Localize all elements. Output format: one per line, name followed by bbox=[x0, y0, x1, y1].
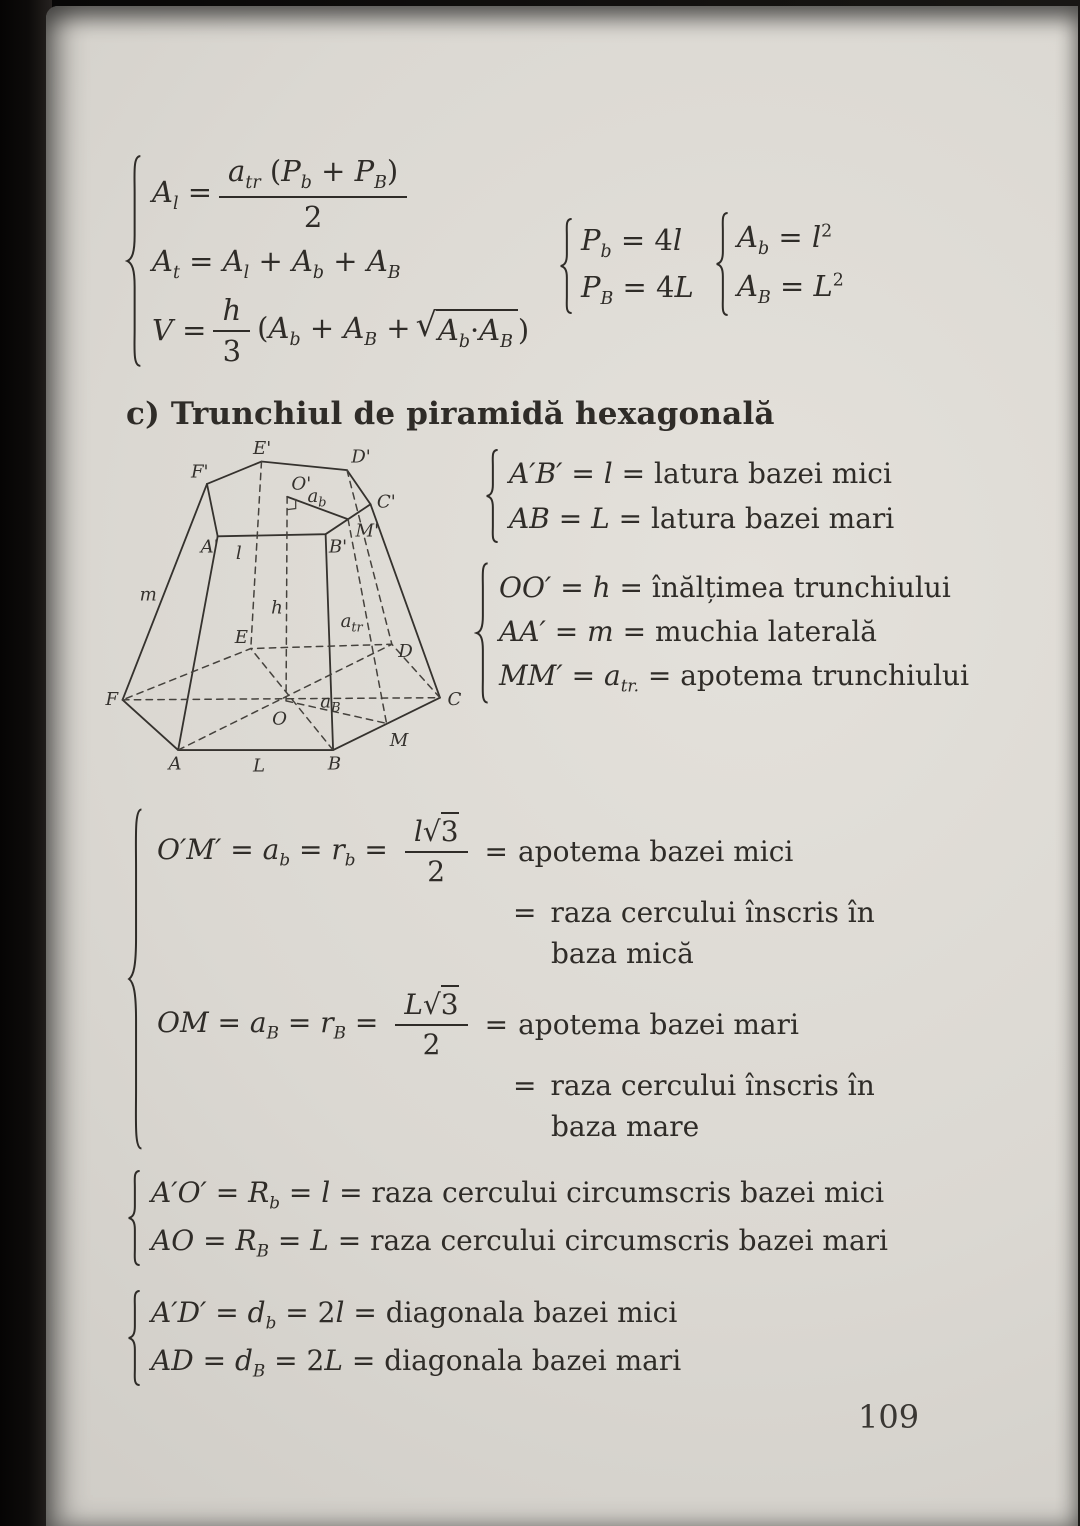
circumradius-block bbox=[126, 1170, 888, 1266]
continuation-row bbox=[513, 1069, 875, 1102]
math-token: = bbox=[571, 457, 595, 490]
math-token: = bbox=[288, 1175, 313, 1209]
definition-text: baza mică bbox=[551, 937, 694, 970]
label-M: M bbox=[389, 729, 409, 751]
right-angle-mark bbox=[287, 499, 296, 510]
math-token: b bbox=[757, 239, 770, 259]
radical-icon: √ bbox=[422, 815, 441, 848]
label-A: A bbox=[168, 753, 182, 775]
math-token: tr. bbox=[620, 675, 639, 696]
math-token: a bbox=[228, 154, 246, 189]
formula-lateral-area bbox=[152, 154, 529, 234]
definition-text: raza cercului înscris în bbox=[550, 1069, 875, 1102]
diagonal-block bbox=[126, 1290, 681, 1386]
math-token: AD bbox=[151, 1343, 194, 1377]
math-token: = bbox=[189, 244, 214, 278]
math-token: A bbox=[366, 244, 388, 278]
math-token: B bbox=[600, 288, 614, 309]
label-apothem-large: $a_B$ bbox=[320, 691, 341, 716]
math-token: b bbox=[269, 1192, 281, 1213]
system-area-volume bbox=[124, 154, 529, 368]
math-token: = 4 bbox=[622, 270, 675, 304]
base-area-group bbox=[714, 212, 844, 316]
math-token: 2 bbox=[832, 270, 844, 291]
math-token: B bbox=[252, 1360, 266, 1381]
math-token: b bbox=[279, 849, 291, 870]
legend-row bbox=[509, 457, 894, 490]
diagonal-row bbox=[151, 1296, 681, 1333]
fraction bbox=[395, 988, 467, 1061]
math-token: = bbox=[554, 614, 579, 648]
math-token: L bbox=[591, 502, 610, 535]
math-token: h bbox=[213, 293, 250, 332]
math-token: = bbox=[354, 1006, 379, 1040]
formula-area-large-base bbox=[737, 269, 844, 308]
radical-icon: √ bbox=[422, 988, 441, 1021]
apothem-small-base-row bbox=[157, 815, 875, 888]
math-token: = bbox=[618, 502, 643, 535]
math-token: = bbox=[622, 614, 647, 648]
definition-text: apotema trunchiului bbox=[680, 658, 970, 692]
legend-row bbox=[499, 659, 969, 696]
math-token: a bbox=[249, 1006, 267, 1040]
math-token: r bbox=[320, 1006, 334, 1040]
legend-row bbox=[499, 615, 969, 648]
page-number: 109 bbox=[858, 1398, 920, 1436]
math-token: = bbox=[287, 1006, 312, 1040]
math-token: = bbox=[647, 658, 672, 692]
label-F: F bbox=[105, 689, 119, 711]
math-token: A bbox=[737, 220, 758, 255]
math-token: = bbox=[571, 658, 596, 692]
math-token: + bbox=[333, 244, 358, 278]
label-A-prime: A' bbox=[200, 536, 219, 558]
formula-area-small-base bbox=[737, 220, 844, 259]
math-token: = bbox=[339, 1175, 363, 1209]
label-h: h bbox=[271, 597, 283, 619]
math-token bbox=[152, 244, 401, 283]
math-token: 3 bbox=[441, 812, 459, 848]
math-token: = bbox=[230, 833, 254, 867]
math-token: B bbox=[256, 1240, 269, 1261]
math-token: R bbox=[235, 1223, 257, 1257]
label-O-prime: O' bbox=[291, 473, 312, 495]
left-brace bbox=[484, 449, 499, 543]
book-binding-shadow bbox=[0, 0, 52, 1526]
math-token: tr bbox=[245, 173, 261, 193]
math-token: R bbox=[248, 1175, 270, 1209]
math-token: ( bbox=[269, 154, 282, 189]
math-token: B bbox=[757, 287, 771, 308]
continuation-row bbox=[513, 896, 875, 929]
left-brace bbox=[126, 1290, 141, 1386]
fraction bbox=[213, 293, 250, 368]
math-token: P bbox=[581, 223, 601, 258]
math-token: B bbox=[374, 173, 387, 193]
math-token: ( bbox=[257, 310, 269, 345]
math-token: = bbox=[217, 1006, 241, 1040]
definition-text: latura bazei mari bbox=[650, 502, 895, 535]
math-token bbox=[157, 833, 388, 870]
math-token: = bbox=[353, 1295, 377, 1329]
math-token: l bbox=[335, 1295, 345, 1329]
math-token: + bbox=[386, 310, 411, 345]
formula-perimeter-large bbox=[581, 270, 694, 309]
math-token: B bbox=[333, 1022, 346, 1043]
math-token: l bbox=[603, 457, 613, 490]
math-token: V bbox=[152, 313, 173, 348]
math-token: 2 bbox=[422, 1028, 441, 1061]
math-token: ) bbox=[386, 154, 399, 189]
definition-text: diagonala bazei mici bbox=[385, 1295, 678, 1329]
math-token: · bbox=[469, 312, 480, 347]
math-token: L bbox=[674, 270, 694, 304]
definition-text: diagonala bazei mari bbox=[384, 1343, 682, 1377]
math-token: l bbox=[172, 193, 179, 214]
math-token: AO bbox=[151, 1223, 195, 1257]
math-token: L bbox=[813, 269, 833, 303]
math-token: b bbox=[344, 849, 356, 870]
math-token: B bbox=[266, 1022, 279, 1043]
math-token: t bbox=[172, 262, 180, 283]
math-token: b bbox=[265, 1312, 277, 1333]
label-O: O bbox=[272, 708, 288, 730]
definition-text: înălțimea trunchiului bbox=[651, 570, 951, 604]
fraction bbox=[405, 815, 468, 888]
label-D-prime: D' bbox=[351, 446, 371, 468]
math-token: P bbox=[581, 270, 601, 304]
math-token: + bbox=[258, 244, 283, 278]
label-C: C bbox=[447, 689, 462, 711]
math-token: 2 bbox=[427, 855, 446, 888]
math-token: P bbox=[354, 154, 375, 189]
label-apothem-trunk: $a_{tr}$ bbox=[340, 611, 363, 636]
left-brace bbox=[124, 154, 142, 368]
left-brace bbox=[558, 218, 573, 314]
definition-text: raza cercului circumscris bazei mici bbox=[371, 1175, 885, 1209]
label-B-prime: B' bbox=[328, 536, 348, 558]
formula-total-area bbox=[152, 244, 529, 283]
label-m: m bbox=[139, 584, 157, 606]
math-token: = bbox=[513, 896, 537, 929]
math-token: 2 bbox=[303, 200, 323, 234]
label-M-prime: M' bbox=[355, 520, 380, 542]
math-token: = bbox=[621, 457, 646, 490]
math-token: = bbox=[484, 1008, 509, 1041]
left-brace bbox=[126, 1170, 141, 1266]
perimeter-group bbox=[558, 218, 694, 314]
math-token: l bbox=[413, 815, 423, 848]
math-token: b bbox=[600, 242, 612, 262]
definition-text: muchia laterală bbox=[654, 614, 877, 648]
math-token: = bbox=[558, 502, 583, 535]
math-token: l bbox=[672, 223, 683, 258]
math-token: 3 bbox=[222, 333, 242, 368]
math-token bbox=[405, 815, 468, 853]
math-token: = bbox=[215, 1295, 239, 1329]
math-token: B bbox=[364, 329, 378, 350]
math-token: h bbox=[592, 570, 611, 604]
math-token: A bbox=[343, 310, 365, 345]
math-token: = bbox=[187, 174, 213, 209]
math-token bbox=[152, 313, 206, 347]
math-token bbox=[257, 311, 410, 350]
radical-icon: √ bbox=[415, 304, 437, 344]
math-token: = bbox=[337, 1223, 362, 1257]
definition-text: latura bazei mici bbox=[654, 457, 892, 490]
math-token: = bbox=[364, 833, 388, 867]
math-token: = bbox=[351, 1343, 376, 1377]
label-B: B bbox=[327, 753, 342, 775]
math-token: 3 bbox=[441, 985, 459, 1021]
math-token: = 4 bbox=[620, 223, 673, 258]
math-token: A bbox=[222, 244, 244, 278]
legend-height-edge-apothem bbox=[474, 562, 969, 704]
math-token: l bbox=[321, 1175, 331, 1209]
math-token: OO′ bbox=[499, 570, 552, 604]
math-token: + bbox=[321, 154, 346, 189]
math-token: = 2 bbox=[285, 1295, 336, 1329]
math-token: MM′ bbox=[499, 658, 563, 692]
math-token: b bbox=[289, 329, 301, 350]
left-brace bbox=[126, 806, 143, 1152]
math-token bbox=[219, 154, 407, 198]
math-token: A bbox=[268, 310, 290, 345]
math-token bbox=[436, 309, 518, 352]
label-D: D bbox=[398, 641, 413, 663]
legend-base-sides bbox=[484, 449, 894, 543]
fraction bbox=[219, 154, 407, 234]
math-token: A bbox=[437, 312, 459, 347]
math-token: a bbox=[603, 658, 621, 692]
math-token: = bbox=[203, 1223, 227, 1257]
math-token: = bbox=[182, 313, 207, 348]
math-token: b bbox=[312, 262, 325, 283]
math-token: + bbox=[309, 310, 335, 345]
book-page bbox=[46, 6, 1078, 1526]
math-token: = bbox=[298, 833, 323, 867]
math-token bbox=[395, 988, 467, 1026]
math-token bbox=[157, 1006, 378, 1043]
math-token: L bbox=[324, 1343, 343, 1377]
label-E: E bbox=[234, 627, 249, 649]
definition-text: baza mare bbox=[551, 1110, 700, 1143]
math-token: AB bbox=[509, 502, 550, 535]
label-L: L bbox=[252, 755, 265, 777]
math-token: = bbox=[778, 220, 803, 255]
definition-text: apotema bazei mari bbox=[518, 1008, 799, 1041]
definition-text: raza cercului circumscris bazei mari bbox=[370, 1223, 889, 1257]
math-token: b bbox=[300, 173, 312, 193]
math-token: r bbox=[331, 833, 345, 867]
math-token: a bbox=[262, 833, 280, 867]
square-root bbox=[415, 304, 518, 352]
circumradius-row bbox=[151, 1224, 888, 1261]
math-token: = bbox=[560, 570, 584, 604]
label-F-prime: F' bbox=[190, 461, 209, 483]
math-token: L bbox=[310, 1223, 329, 1257]
math-token: l bbox=[811, 220, 822, 255]
math-token: m bbox=[587, 614, 614, 648]
frustum-diagram bbox=[101, 438, 469, 780]
math-token: = bbox=[779, 269, 805, 303]
math-token: = bbox=[215, 1175, 240, 1209]
left-brace bbox=[474, 562, 489, 704]
math-token: = bbox=[619, 570, 643, 604]
math-token: 2 bbox=[821, 221, 833, 242]
math-token: B bbox=[500, 331, 513, 352]
math-token: d bbox=[234, 1343, 253, 1377]
math-token: OM bbox=[157, 1006, 209, 1040]
apothem-radius-block bbox=[126, 806, 875, 1152]
math-token: A′D′ bbox=[151, 1295, 207, 1329]
definition-text: apotema bazei mici bbox=[517, 835, 794, 868]
formula-perimeter-small bbox=[581, 223, 694, 262]
math-token: = 2 bbox=[274, 1343, 325, 1377]
apothem-large-base-row bbox=[157, 988, 875, 1061]
math-token: A bbox=[737, 269, 758, 303]
math-token: ) bbox=[517, 313, 530, 348]
math-token: b bbox=[458, 331, 470, 352]
math-token: l bbox=[243, 262, 250, 283]
left-brace bbox=[714, 212, 729, 316]
circumradius-row bbox=[151, 1176, 888, 1213]
legend-row bbox=[509, 502, 894, 535]
label-l: l bbox=[235, 542, 242, 564]
math-token: A′B′ bbox=[509, 457, 563, 490]
label-apothem-small: $a_b$ bbox=[307, 486, 327, 511]
math-token: A bbox=[479, 312, 501, 347]
math-token: A bbox=[152, 244, 173, 278]
math-token: A′O′ bbox=[151, 1175, 207, 1209]
math-token: AA′ bbox=[499, 614, 546, 648]
legend-row bbox=[499, 571, 969, 604]
formula-volume bbox=[152, 293, 529, 368]
math-token: = bbox=[202, 1343, 227, 1377]
math-token bbox=[152, 175, 212, 214]
math-token: P bbox=[281, 154, 301, 189]
section-heading: c) Trunchiul de piramidă hexagonală bbox=[126, 396, 775, 432]
math-token: L bbox=[404, 988, 423, 1021]
math-token: d bbox=[247, 1295, 266, 1329]
math-token: A bbox=[291, 244, 313, 278]
math-token: B bbox=[387, 262, 401, 283]
math-token: O′M′ bbox=[157, 833, 222, 867]
math-token: = bbox=[277, 1223, 302, 1257]
label-E-prime: E' bbox=[252, 438, 272, 460]
label-C-prime: C' bbox=[376, 491, 396, 513]
definition-text: raza cercului înscris în bbox=[550, 896, 875, 929]
math-token: A bbox=[152, 174, 173, 209]
math-token: = bbox=[484, 835, 508, 868]
math-token: = bbox=[513, 1069, 537, 1102]
diagonal-row bbox=[151, 1344, 681, 1381]
